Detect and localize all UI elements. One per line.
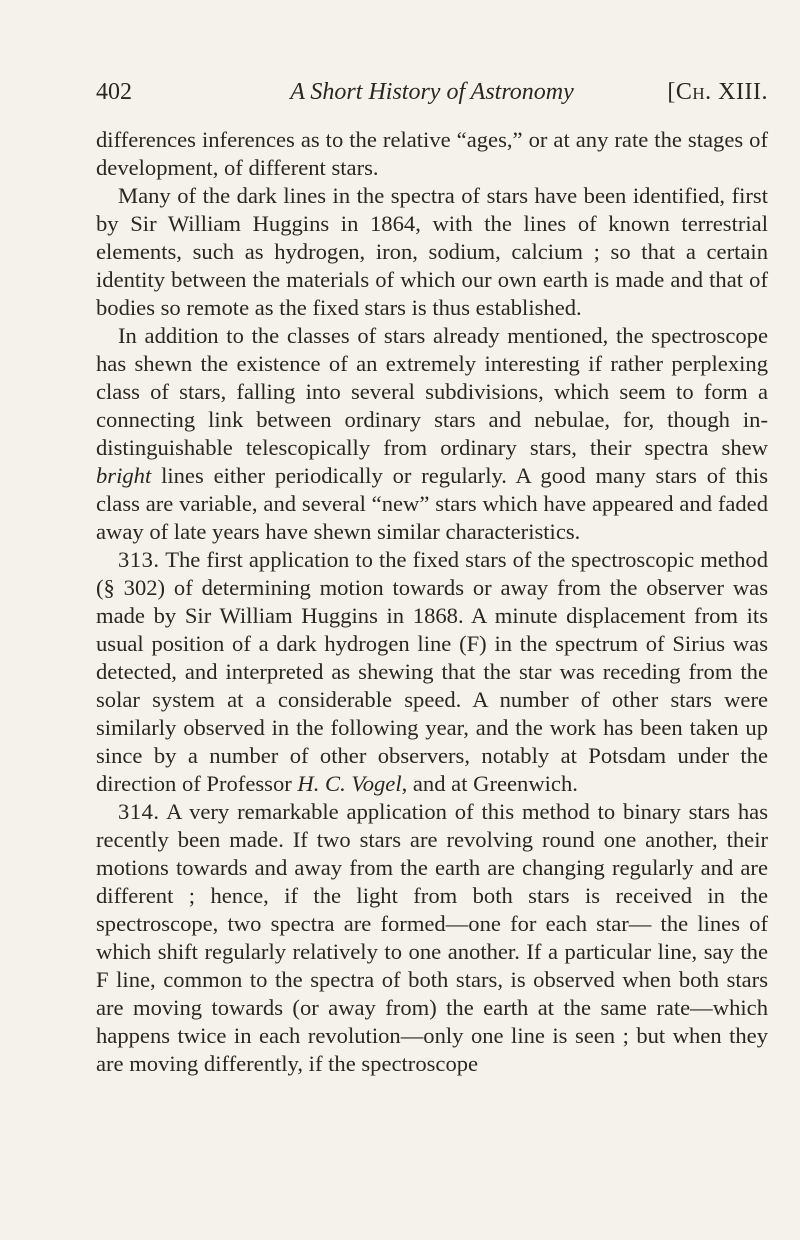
paragraph-text: differences inferences as to the relative “ages,” or at any rate the stages of development, of different stars. xyxy=(96,127,768,180)
paragraph-variable-stars xyxy=(96,322,768,546)
emphasis-bright: bright xyxy=(96,463,152,488)
book-page xyxy=(96,72,768,1078)
body-text xyxy=(96,126,768,1078)
paragraph-section-314 xyxy=(96,798,768,1078)
paragraph-text: A very remarkable application of this method to binary stars has recently been made. If two stars are revolving round one another, their motions towards and away from the earth are changing regularly and are different ; hence, if the light from both stars is received in the spectroscope, two spectra are formed—one for each star— the lines of which shift regularly relatively to one another. If a particular line, say the F line, common to the spectra of both stars, is observed when both stars are moving towards (or away from) the earth at the same rate—which happens twice in each revolution—only one line is seen ; but when they are moving differently, if the spectroscope xyxy=(96,799,768,1076)
running-head xyxy=(96,72,768,112)
paragraph-continued xyxy=(96,126,768,182)
paragraph-text: , and at Greenwich. xyxy=(401,771,578,796)
paragraph-text: In addition to the classes of stars already mentioned, the spectroscope has shewn the existence of an extremely interesting if rather perplexing class of stars, falling into several subdivisions, which seem to form a connecting link between ordinary stars and nebulae, for, though indistinguishable telescopically from ordinary stars, their spectra shew xyxy=(96,323,768,460)
paragraph-spectral-lines xyxy=(96,182,768,322)
section-number: 314. xyxy=(118,799,160,824)
chapter-marker: [Ch. XIII. xyxy=(667,79,768,105)
running-title: A Short History of Astronomy xyxy=(290,79,574,105)
paragraph-text: lines either periodically or regularly. A good many stars of this class are variable, and several “new” stars which have appeared and faded away of late years have shewn similar characteristics. xyxy=(96,463,768,544)
page-number: 402 xyxy=(96,79,132,105)
paragraph-text: Many of the dark lines in the spectra of stars have been identified, first by Sir William Huggins in 1864, with the lines of known terrestrial elements, such as hydrogen, iron, sodium, calcium ; so that a certain identity between the materials of which our own earth is made and that of bodies so remote as the fixed stars is thus established. xyxy=(96,183,768,320)
paragraph-section-313 xyxy=(96,546,768,798)
paragraph-text: The first application to the fixed stars of the spectroscopic method (§ 302) of determining motion towards or away from the observer was made by Sir William Huggins in 1868. A minute displacement from its usual position of a dark hydrogen line (F) in the spectrum of Sirius was detected, and interpreted as shewing that the star was receding from the solar system at a considerable speed. A number of other stars were similarly observed in the following year, and the work has been taken up since by a number of other observers, notably at Potsdam under the direction of Professor xyxy=(96,547,768,796)
section-number: 313. xyxy=(118,547,160,572)
emphasis-person-name: H. C. Vogel xyxy=(297,771,402,796)
